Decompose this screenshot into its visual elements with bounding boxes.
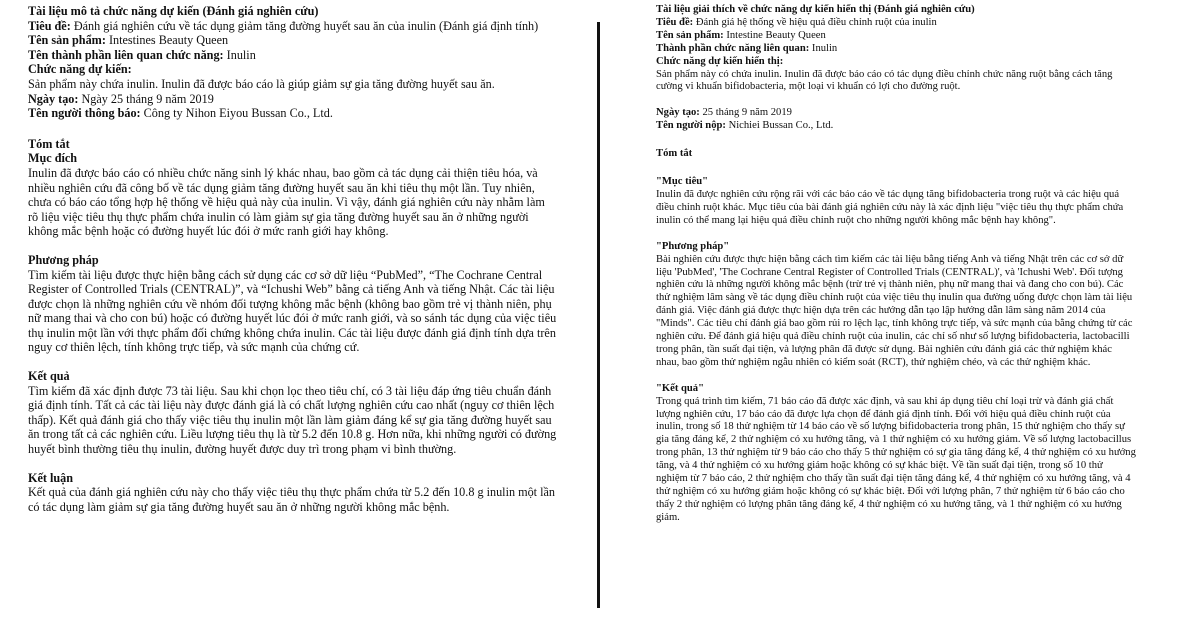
function-text: Sản phẩm này chứa inulin. Inulin đã được báo cáo là giúp giảm sự gia tăng đường huyết sau ăn.: [28, 76, 495, 91]
results-text: Trong quá trình tìm kiếm, 71 báo cáo đã được xác định, và sau khi áp dụng tiêu chí loại trừ và đánh giá chất lượng nghiên cứu, 17 báo cáo đã được lựa chọn để đánh giá định tính. Đối với hiệu quả điều chỉnh ruột của inulin, trong số 18 thử nghiệm từ 14 báo cáo về số lượng bifidobacteria trong phân, 15 thử nghiệm cho thấy sự gia tăng đáng kể, 2 thử nghiệm có xu hướng tăng, và 1 thử nghiệm có xu hướng giảm. Về số lượng lactobacillus trong phân, 13 thử nghiệm từ 9 báo cáo cho thấy 5 thử nghiệm có sự gia tăng đáng kể, 4 thử nghiệm có xu hướng tăng, và 4 thử nghiệm có xu hướng giảm hoặc không có sự khác biệt. Về tần suất đại tiện, trong số 10 thử nghiệm từ 7 báo cáo, 2 thử nghiệm cho thấy tần suất đại tiện tăng đáng kể, 4 thử nghiệm có xu hướng tăng, và 4 thử nghiệm có xu hướng giảm hoặc không có sự khác biệt. Đối với lượng phân, 7 thử nghiệm từ 6 báo cáo cho thấy 2 thử nghiệm có lượng phân tăng đáng kể, 4 thử nghiệm có xu hướng tăng, và 1 thử nghiệm có xu hướng giảm.: [656, 395, 1136, 523]
submitter-label: Tên người nộp:: [656, 120, 726, 132]
submitter-value: Nichiei Bussan Co., Ltd.: [728, 120, 834, 132]
product-label: Tên sản phẩm:: [656, 29, 724, 41]
purpose-text: Inulin đã được nghiên cứu rộng rãi với các báo cáo về tác dụng tăng bifidobacteria trong ruột và các hiệu quả điều chỉnh ruột khác. Mục tiêu của bài đánh giá nghiên cứu này là xác định liệu "việc tiêu thụ thực phẩm chứa inulin có thể mang lại hiệu quả điều chỉnh ruột cho những người không mắc bệnh hay không".: [656, 188, 1124, 226]
method-heading: Phương pháp: [28, 252, 99, 267]
summary-heading: Tóm tắt: [656, 148, 693, 160]
subject-line: [28, 19, 558, 34]
spacer: [656, 94, 1136, 107]
method-text: Tìm kiếm tài liệu được thực hiện bằng cách sử dụng các cơ sở dữ liệu “PubMed”, “The Cochrane Central Register of Controlled Trials (CENTRAL)”, và “Ichushi Web” bằng cả tiếng Anh và tiếng Nhật. Các tài liệu được chọn là những nghiên cứu về nhóm đối tượng không mắc bệnh (không bao gồm trẻ vị thành niên, phụ nữ mang thai và cho con bú) hoặc có đường huyết lúc đói ở mức ranh giới, và so sánh tác dụng của việc tiêu thụ inulin một lần với thực phẩm đối chứng không chứa inulin. Các tài liệu được đánh giá định tính dựa trên nguy cơ thiên lệch, tính không trực tiếp, và sức mạnh của chứng cứ.: [28, 267, 557, 355]
submitter-line: [656, 120, 1136, 133]
date-value: 25 tháng 9 năm 2019: [702, 107, 792, 119]
subject-value: Đánh giá nghiên cứu về tác dụng giảm tăng đường huyết sau ăn của inulin (Đánh giá định tính): [73, 18, 539, 33]
right-document-content: [656, 4, 1136, 525]
subject-label: Tiêu đề:: [28, 18, 71, 33]
right-document-page: [600, 0, 1200, 630]
spacer: [656, 228, 1136, 241]
document-title: Tài liệu mô tả chức năng dự kiến (Đánh giá nghiên cứu): [28, 4, 319, 18]
ingredient-value: Inulin: [811, 42, 838, 54]
function-label: Chức năng dự kiến hiển thị:: [656, 55, 784, 67]
purpose-text: Inulin đã được báo cáo có nhiều chức năng sinh lý khác nhau, bao gồm cả tác dụng cải thiện tiêu hóa, và nhiều nghiên cứu đã công bố về tác dụng giảm tăng đường huyết sau ăn khi tiêu thụ một lần. Tuy nhiên, chưa có báo cáo tổng hợp hệ thống về hiệu quả này của inulin. Vì vậy, đánh giá nghiên cứu này nhằm làm rõ liệu việc tiêu thụ thực phẩm chứa inulin có làm giảm sự gia tăng đường huyết sau ăn ở những người không mắc bệnh hoặc có đường huyết lúc đói ở mức ranh giới hay không.: [28, 165, 545, 239]
document-title: Tài liệu giải thích về chức năng dự kiến hiển thị (Đánh giá nghiên cứu): [656, 4, 975, 15]
results-heading: Kết quả: [28, 369, 70, 384]
results-heading: "Kết quả": [656, 382, 704, 394]
results-text: Tìm kiếm đã xác định được 73 tài liệu. Sau khi chọn lọc theo tiêu chí, có 3 tài liệu đáp ứng tiêu chuẩn đánh giá định tính. Tất cả các tài liệu này được đánh giá là có chất lượng nghiên cứu cao nhất (nguy cơ thiên lệch thấp). Kết quả đánh giá cho thấy việc tiêu thụ inulin một lần làm giảm đáng kể sự gia tăng đường huyết sau ăn trong tất cả các nghiên cứu. Liều lượng tiêu thụ là từ 5.2 đến 10.8 g. Hơn nữa, khi những người có đường huyết bình thường tiêu thụ inulin, đường huyết được duy trì trong phạm vi bình thường.: [28, 383, 557, 457]
product-line: [28, 33, 558, 48]
date-label: Ngày tạo:: [28, 91, 79, 106]
spacer: [28, 239, 558, 253]
notifier-line: [28, 106, 558, 121]
function-text: Sản phẩm này có chứa inulin. Inulin đã được báo cáo có tác dụng điều chỉnh chức năng ruột bằng cách tăng cường vi khuẩn bifidobacteria, một loại vi khuẩn có lợi cho đường ruột.: [656, 68, 1113, 93]
ingredient-line: [656, 43, 1136, 56]
spacer: [656, 133, 1136, 148]
notifier-value: Công ty Nihon Eiyou Bussan Co., Ltd.: [143, 106, 333, 121]
subject-value: Đánh giá hệ thống về hiệu quả điều chỉnh ruột của inulin: [695, 16, 937, 28]
date-label: Ngày tạo:: [656, 107, 700, 119]
function-label: Chức năng dự kiến:: [28, 62, 132, 77]
spacer: [28, 457, 558, 471]
product-value: Intestine Beauty Queen: [726, 29, 826, 41]
ingredient-line: [28, 48, 558, 63]
date-value: Ngày 25 tháng 9 năm 2019: [81, 91, 214, 106]
product-value: Intestines Beauty Queen: [108, 33, 229, 48]
conclusion-heading: Kết luận: [28, 470, 74, 485]
left-document-content: [28, 4, 558, 514]
subject-label: Tiêu đề:: [656, 16, 694, 28]
method-text: Bài nghiên cứu được thực hiện bằng cách tìm kiếm các tài liệu bằng tiếng Anh và tiếng Nhật trên các cơ sở dữ liệu 'PubMed', 'The Cochrane Central Register of Controlled Trials (CENTRAL)', và 'Ichushi Web'. Đối tượng nghiên cứu là những người không mắc bệnh (trừ trẻ vị thành niên, phụ nữ mang thai và đang cho con bú). Các thử nghiệm lâm sàng về tác dụng điều chỉnh ruột của việc tiêu thụ inulin qua đường uống được chọn làm tài liệu đánh giá. Việc đánh giá được thực hiện dựa trên các hướng dẫn tạo lập hướng dẫn lâm sàng năm 2014 của "Minds". Các tiêu chí đánh giá bao gồm rủi ro lệch lạc, tính không trực tiếp, và sức mạnh của bằng chứng từ các nghiên cứu. Để đánh giá hiệu quả điều chỉnh ruột của inulin, các chỉ số như số lượng bifidobacteria, lactobacilli trong phân, tần suất đại tiện, và lượng phân đã được sử dụng. Bài nghiên cứu đánh giá các thử nghiệm khác nhau, bao gồm thử nghiệm ngẫu nhiên có kiểm soát (RCT), thử nghiệm chéo, và các thử nghiệm khác.: [656, 253, 1133, 368]
ingredient-value: Inulin: [226, 47, 256, 62]
spacer: [28, 121, 558, 137]
date-line: [28, 92, 558, 107]
summary-heading: Tóm tắt: [28, 136, 70, 151]
notifier-label: Tên người thông báo:: [28, 106, 141, 121]
spacer: [656, 370, 1136, 383]
date-line: [656, 107, 1136, 120]
ingredient-label: Thành phần chức năng liên quan:: [656, 42, 810, 54]
conclusion-text: Kết quả của đánh giá nghiên cứu này cho thấy việc tiêu thụ thực phẩm chứa từ 5.2 đến 10.8 g inulin một lần có tác dụng làm giảm sự gia tăng đường huyết sau ăn ở những người không mắc bệnh.: [28, 485, 555, 514]
product-line: [656, 30, 1136, 43]
purpose-heading: "Mục tiêu": [656, 176, 709, 188]
product-label: Tên sản phẩm:: [28, 33, 106, 48]
subject-line: [656, 17, 1136, 30]
spacer: [656, 161, 1136, 176]
spacer: [28, 355, 558, 369]
ingredient-label: Tên thành phần liên quan chức năng:: [28, 47, 224, 62]
purpose-heading: Mục đích: [28, 151, 78, 166]
method-heading: "Phương pháp": [656, 240, 730, 252]
